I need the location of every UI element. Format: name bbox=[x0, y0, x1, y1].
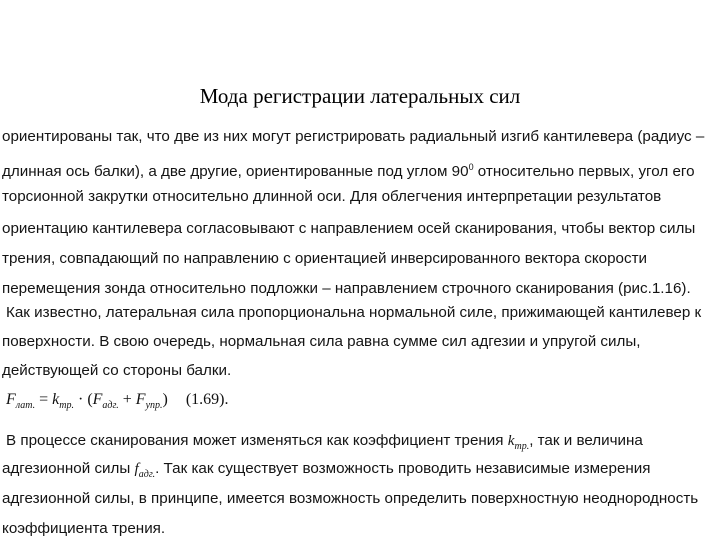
paragraph1-line3: торсионной закрутки относительно длинной оси. Для облегчения интерпретации результатов bbox=[2, 188, 662, 205]
paragraph1-line1: ориентированы так, что две из них могут регистрировать радиальный изгиб кантилевера (радиус – bbox=[2, 128, 705, 145]
formula-close: ) bbox=[162, 391, 168, 408]
paragraph1-line5: трения, совпадающий по направлению с ориентацией инверсированного вектора скорости bbox=[2, 250, 648, 267]
formula-f2: F bbox=[135, 391, 146, 408]
paragraph3-line3: адгезионной силы, в принципе, имеется возможность определить поверхностную неоднородность bbox=[2, 490, 699, 507]
formula-plus: + bbox=[118, 391, 136, 408]
formula-lhs-sub: лат. bbox=[15, 400, 36, 412]
paragraph3-line1-part-b: , так и величина bbox=[529, 432, 643, 449]
formula-equals: = bbox=[35, 391, 53, 408]
friction-formula bbox=[6, 390, 229, 416]
paragraph3-line4: коэффициента трения. bbox=[2, 520, 166, 537]
adhesion-force-letter: f bbox=[134, 460, 139, 477]
paragraph3-line2-part-b: . Так как существует возможность проводить независимые измерения bbox=[155, 460, 651, 477]
formula-mid: · ( bbox=[73, 391, 93, 408]
friction-coefficient-letter: k bbox=[507, 432, 515, 449]
paragraph1-line6: перемещения зонда относительно подложки – направлением строчного сканирования (рис.1.16). bbox=[2, 280, 691, 297]
equation-number: (1.69). bbox=[185, 391, 229, 408]
formula-k-sub: тр. bbox=[59, 400, 74, 412]
adhesion-force-sub: адг. bbox=[138, 469, 156, 481]
formula-k: k bbox=[52, 391, 60, 408]
formula-f1-sub: адг. bbox=[102, 400, 119, 412]
paragraph1-line2 bbox=[2, 158, 695, 181]
paragraph2-line3: действующей со стороны балки. bbox=[2, 362, 232, 379]
formula-lhs: F bbox=[6, 391, 16, 408]
formula-f1: F bbox=[92, 391, 103, 408]
paragraph1-line2-part-a: длинная ось балки), а две другие, ориентированные под углом 90 bbox=[2, 163, 469, 181]
adhesion-force-symbol bbox=[134, 460, 156, 481]
paragraph1-line4: ориентацию кантилевера согласовывают с направлением осей сканирования, чтобы вектор силы bbox=[2, 220, 696, 237]
paragraph3-line2 bbox=[2, 460, 651, 484]
friction-coefficient-sub: тр. bbox=[514, 441, 530, 453]
paragraph2-line2: поверхности. В свою очередь, нормальная сила равна сумме сил адгезии и упругой силы, bbox=[2, 333, 641, 350]
paragraph1-line2-part-b: относительно первых, угол его bbox=[473, 163, 695, 181]
paragraph3-line1-part-a: В процессе сканирования может изменяться как коэффициент трения bbox=[6, 432, 508, 449]
paragraph3-line2-part-a: адгезионной силы bbox=[2, 460, 135, 477]
formula-f2-sub: упр. bbox=[145, 400, 163, 412]
friction-coefficient-symbol bbox=[507, 432, 530, 453]
degree-superscript: 0 bbox=[468, 162, 474, 172]
paragraph3-line1 bbox=[6, 432, 643, 456]
slide-title: Мода регистрации латеральных сил bbox=[199, 84, 521, 108]
paragraph2-line1: Как известно, латеральная сила пропорциональна нормальной силе, прижимающей кантилевер к bbox=[6, 304, 702, 321]
